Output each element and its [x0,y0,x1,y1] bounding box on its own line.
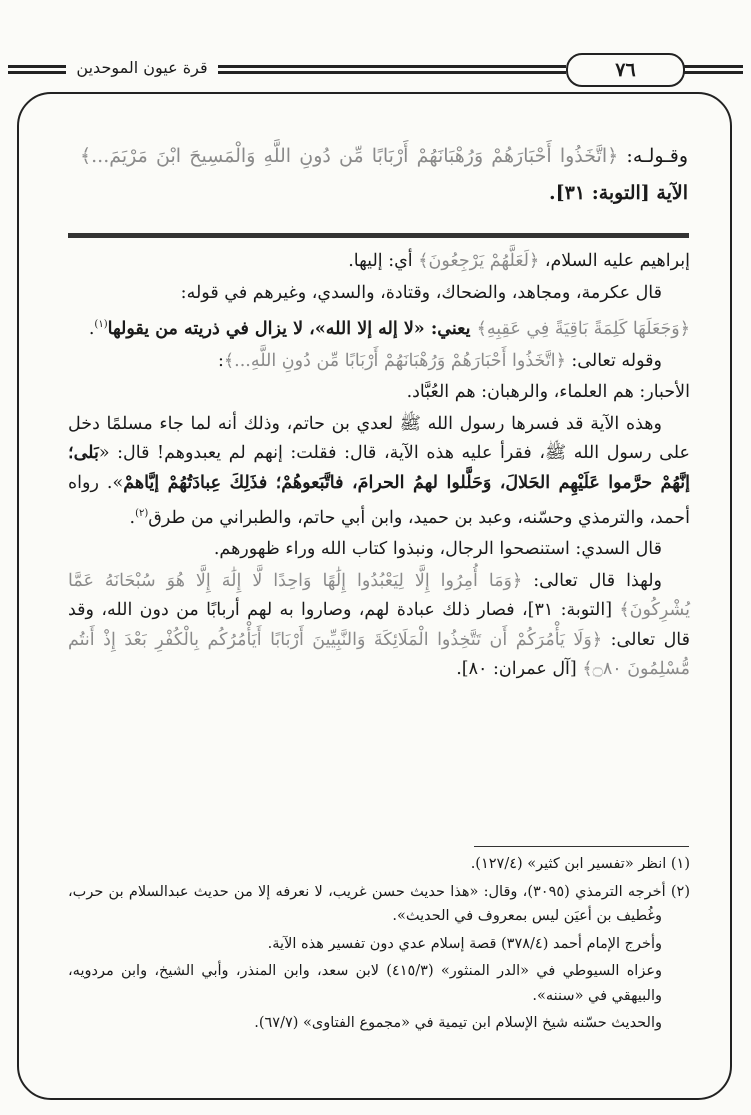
footnote-continuation: وأخرج الإمام أحمد (٣٧٨/٤) قصة إسلام عدي دون تفسير هذه الآية. [267,935,662,952]
text: ». رواه أحمد، والترمذي وحسّنه، وعبد بن حميد، وابن أبي حاتم، والطبراني من طرق [68,472,690,528]
header-rule [8,71,66,74]
text: الأحبار: هم العلماء، والرهبان: هم العُبَّاد. [406,382,690,403]
quran-verse: ﴿وَلَا يَأْمُرَكُمْ أَن تَتَّخِذُوا الْمَلَائِكَةَ وَالنَّبِيِّينَ أَرْبَابًا أَيَأْمُرُكُم بِالْكُفْرِ بَعْدَ إِذْ أَنتُم مُّسْلِمُونَ ۝٨٠﴾ [68,629,690,680]
header-rule [218,71,566,74]
quran-verse: ﴿لَعَلَّهُمْ يَرْجِعُونَ﴾ [418,251,540,271]
text: ولهذا قال تعالى: [522,570,663,591]
header-rule [683,65,743,68]
paragraph [68,347,690,377]
quran-verse: ﴿وَجَعَلَهَا كَلِمَةً بَاقِيَةً فِي عَقِبِهِ﴾ [476,319,690,340]
paragraph [68,310,690,344]
footnote: (١) انظر «تفسير ابن كثير» (١٢٧/٤). [470,856,690,872]
page-number: ٧٦ [566,53,685,87]
footnote-continuation: وعزاه السيوطي في «الدر المنثور» (٤١٥/٣) لابن سعد، وابن المنذر، وأبي الشيخ، وابن مردويه، والبيهقي في «سننه». [68,963,662,1004]
text: قال السدي: استنصحوا الرجال، ونبذوا كتاب الله وراء ظهورهم. [213,539,662,559]
text: . [129,507,136,528]
text: إبراهيم عليه السلام، [539,251,690,271]
footnote-marker: (٢) [135,507,149,519]
paragraph [68,378,690,408]
text: [آل عمران: ٨٠]. [456,659,583,680]
paragraph [68,279,690,309]
quran-verse: ﴿اتَّخَذُوا أَحْبَارَهُمْ وَرُهْبَانَهُمْ أَرْبَابًا مِّن دُونِ اللَّهِ وَالْمَسِيحَ ابْنَ مَرْيَمَ...﴾ [80,145,619,167]
heading-lead: وقـولـه: [618,145,688,167]
text: : [218,350,224,371]
page-header [0,40,751,90]
text: . [88,319,95,340]
paragraph [68,410,690,533]
footnote: (٢) أخرجه الترمذي (٣٠٩٥)، وقال: «هذا حديث حسن غريب، لا نعرفه إلا من حديث عبدالسلام بن حرب، وغُطيف بن أعيَن ليس بمعروف في الحديث». [68,883,691,924]
chapter-heading-quote [80,138,688,212]
paragraph [68,247,690,277]
text: قال عكرمة، ومجاهد، والضحاك، وقتادة، والسدي، وغيرهم في قوله: [180,282,662,303]
text: أي: إليها. [348,251,419,271]
section-divider [68,233,689,238]
hadith-text: بَلى؛ إنَّهُمْ حرَّموا عَلَيْهِم الحَلالَ، وَحَلَّلوا لهمُ الحرامَ، فاتَّبَعوهُمْ؛ فذَلِكَ عِبادَتُهُمْ إيَّاهمْ [68,443,691,493]
paragraph [68,535,690,565]
text: وقوله تعالى: [565,350,662,371]
header-rule [218,65,566,68]
footnotes [68,852,690,1039]
paragraph [68,567,690,685]
main-text [68,247,690,687]
footnote-separator [474,846,689,847]
header-rule [683,71,743,74]
text: وهذه الآية قد فسرها رسول الله ﷺ لعدي بن حاتم، وذلك أنه لما جاء مسلمًا دخل على رسول الله ﷺ، فقرأ عليه هذه الآية، قال: فقلت: إنهم لم يعبدوهم! قال: « [68,413,690,464]
verse-reference: الآية [التوبة: ٣١]. [549,182,688,204]
quran-verse: ﴿وَمَا أُمِرُوا إِلَّا لِيَعْبُدُوا إِلَٰهًا وَاحِدًا لَّا إِلَٰهَ إِلَّا هُوَ سُبْحَانَهُ عَمَّا يُشْرِكُونَ﴾ [68,570,691,621]
quran-verse: ﴿اتَّخَذُوا أَحْبَارَهُمْ وَرُهْبَانَهُمْ أَرْبَابًا مِّن دُونِ اللَّهِ...﴾ [223,350,566,371]
header-rule [8,65,66,68]
footnote-continuation: والحديث حسّنه شيخ الإسلام ابن تيمية في «مجموع الفتاوى» (٦٧/٧). [254,1015,662,1031]
footnote-marker: (١) [94,319,108,331]
text: [التوبة: ٣١]، فصار ذلك عبادة لهم، وصاروا به لهم أربابًا من دون الله، وقد قال تعالى: [68,600,690,650]
running-title: قرة عيون الموحدين [76,58,208,77]
text: يعني: «لا إله إلا الله»، لا يزال في ذريته من يقولها [107,319,477,340]
